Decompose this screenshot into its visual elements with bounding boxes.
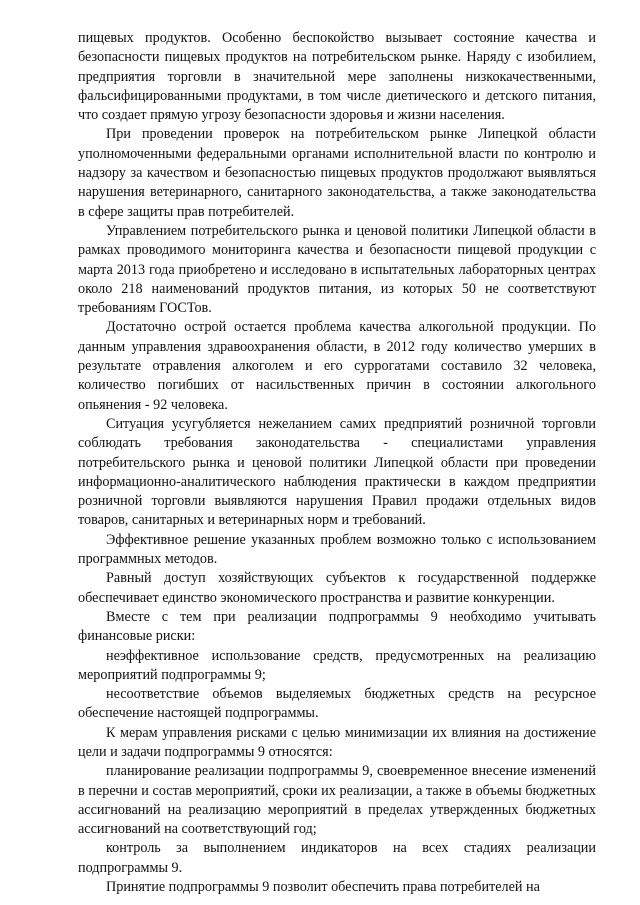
paragraph-program-methods: Эффективное решение указанных проблем возможно только с использованием программных методов. xyxy=(78,531,596,568)
paragraph-measure-planning: планирование реализации подпрограммы 9, своевременное внесение изменений в перечни и состав мероприятий, сроки их реализации, а также в объемы бюджетных ассигнований на реализацию мероприятий в пределах утвержденных бюджетных ассигнований на соответствующий год; xyxy=(78,763,596,838)
paragraph-risk-measures: К мерам управления рисками с целью минимизации их влияния на достижение цели и задачи подпрограммы 9 относятся: xyxy=(78,724,596,760)
paragraph-food-quality-concern: пищевых продуктов. Особенно беспокойство вызывает состояние качества и безопасности пищевых продуктов на потребительском рынке. Наряду с изобилием, предприятия торговли в значительной мере заполнены низкокачественными, фальсифицированными продуктами, в том числе диетического и детского питания, что создает прямую угрозу безопасности здоровья и жизни населения. xyxy=(78,30,596,124)
document-body xyxy=(78,29,596,897)
paragraph-equal-access: Равный доступ хозяйствующих субъектов к государственной поддержке обеспечивает единство экономического пространства и развитие конкуренции. xyxy=(78,570,596,606)
paragraph-retail-violations: Ситуация усугубляется нежеланием самих предприятий розничной торговли соблюдать требования законодательства - специалистами управления потребительского рынка и ценовой политики Липецкой области при проведении информационно-аналитического наблюдения практически в каждом предприятии розничной торговли выявляются нарушения Правил продажи отдельных видов товаров, санитарных и ветеринарных норм и требований. xyxy=(78,415,596,529)
paragraph-monitoring: Управлением потребительского рынка и ценовой политики Липецкой области в рамках проводимого мониторинга качества и безопасности пищевой продукции с марта 2013 года приобретено и исследовано в испытательных лабораторных центрах около 218 наименований продуктов питания, из которых 50 не соответствуют требованиям ГОСТов. xyxy=(78,222,596,317)
paragraph-adoption: Принятие подпрограммы 9 позволит обеспечить права потребителей на xyxy=(106,879,540,896)
paragraph-measure-control: контроль за выполнением индикаторов на всех стадиях реализации подпрограммы 9. xyxy=(78,840,596,876)
paragraph-alcohol: Достаточно острой остается проблема качества алкогольной продукции. По данным управления здравоохранения области, в 2012 году количество умерших в результате отравления алкоголем и его суррогатами составило 32 человека, количество погибших от насильственных причин в состоянии алкогольного опьянения - 92 человека. xyxy=(78,319,596,413)
paragraph-risk-1: неэффективное использование средств, предусмотренных на реализацию мероприятий подпрограммы 9; xyxy=(78,647,596,683)
paragraph-financial-risks: Вместе с тем при реализации подпрограммы 9 необходимо учитывать финансовые риски: xyxy=(78,608,596,645)
paragraph-risk-2: несоответствие объемов выделяемых бюджетных средств на ресурсное обеспечение настоящей подпрограммы. xyxy=(78,686,596,722)
paragraph-inspections: При проведении проверок на потребительском рынке Липецкой области уполномоченными федеральными органами исполнительной власти по контролю и надзору за качеством и безопасностью пищевых продуктов продолжают выявляться нарушения ветеринарного, санитарного законодательства, а также законодательства в сфере защиты прав потребителей. xyxy=(78,126,596,220)
